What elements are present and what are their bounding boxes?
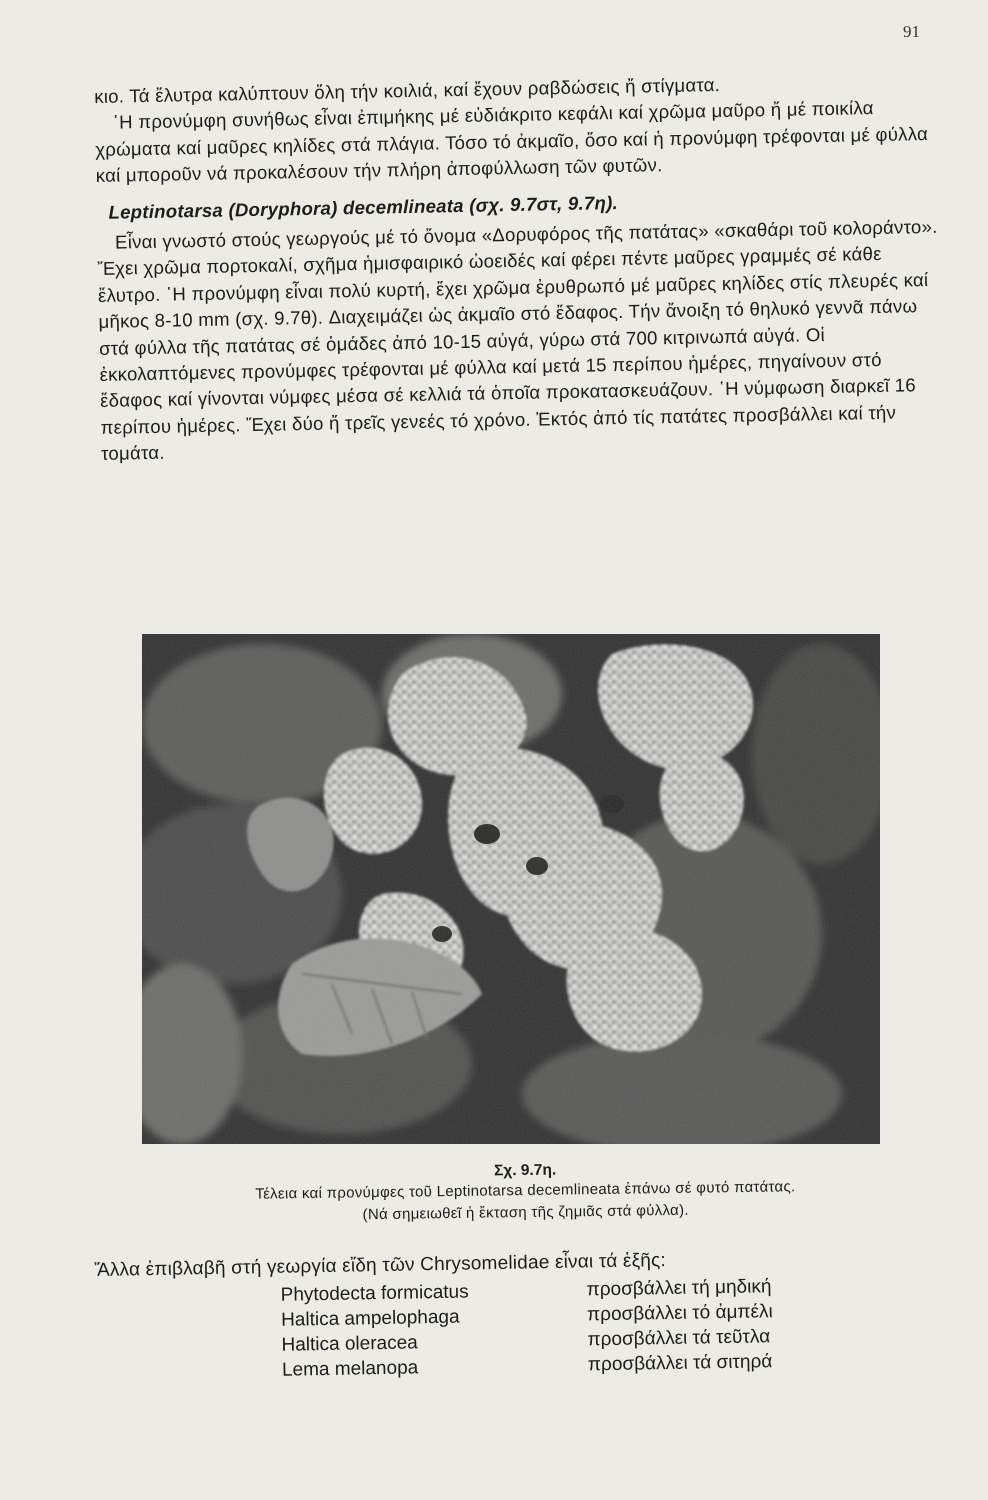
section-text <box>97 214 947 468</box>
species-section <box>94 1243 956 1386</box>
figure-caption <box>130 1156 921 1229</box>
body-text <box>94 68 947 468</box>
figure-photo <box>142 634 880 1144</box>
figure-caption-line-1: Τέλεια καί προνύμφες τοῦ Leptinotarsa decemlineata ἐπάνω σέ φυτό πατάτας. <box>255 1178 796 1203</box>
page-number: 91 <box>903 22 920 41</box>
species-effect: προσβάλλει τά σιτηρά <box>587 1351 773 1376</box>
species-effect: προσβάλλει τά τεῦτλα <box>587 1326 771 1351</box>
potato-plant-photo <box>142 634 880 1144</box>
species-name: Haltica ampelophaga <box>280 1306 460 1331</box>
species-name: Phytodecta formicatus <box>280 1281 469 1306</box>
paragraph-2 <box>95 94 942 189</box>
figure-label: Σχ. 9.7η. <box>493 1161 557 1180</box>
section-heading: Leptinotarsa (Doryphora) decemlineata (σχ. 9.7στ, 9.7η). <box>108 191 619 223</box>
paragraph-2-text: ῾Η προνύμφη συνήθως εἶναι ἐπιμήκης μέ εὐδιάκριτο κεφάλι καί χρῶμα μαῦρο ἤ μέ ποικίλα χρώματα καί μαῦρες κηλίδες στά πλάγια. Τόσο τό ἀκμαῖο, ὅσο καί ἡ προνύμφη τρέφονται μέ φύλλα καί μποροῦν νά προκαλέσουν τήν πλήρη ἀποφύλλωση τῶν φυτῶν. <box>95 97 929 187</box>
species-effect: προσβάλλει τή μηδική <box>586 1276 772 1301</box>
paragraph-1: κιο. Τά ἔλυτρα καλύπτουν ὅλη τήν κοιλιά, καί ἔχουν ραβδώσεις ἤ στίγματα. <box>94 73 721 107</box>
species-intro: Ἄλλα ἐπιβλαβῆ στή γεωργία εἴδη τῶν Chrysomelidae εἶναι τά ἑξῆς: <box>94 1250 667 1281</box>
species-table <box>280 1274 773 1383</box>
figure-caption-line-2: (Νά σημειωθεῖ ἡ ἔκταση τῆς ζημιᾶς στά φύλλα). <box>362 1201 689 1224</box>
species-effect: προσβάλλει τό ἀμπέλι <box>586 1301 773 1326</box>
species-name: Haltica oleracea <box>281 1332 418 1356</box>
section-text-body: Εἶναι γνωστό στούς γεωργούς μέ τό ὄνομα «Δορυφόρος τῆς πατάτας» «σκαθάρι τοῦ κολοράντο». Ἔχει χρῶμα πορτοκαλί, σχῆμα ἡμισφαιρικό ὠοειδές καί φέρει πέντε μαῦρες γραμμές σέ κάθε ἔλυτρο. ῾Η προνύμφη εἶναι πολύ κυρτή, ἔχει χρῶμα ἐρυθρωπό μέ μαῦρες κηλίδες στίς πλευρές καί μῆκος 8-10 mm (σχ. 9.7θ). Διαχειμάζει ὡς ἀκμαῖο στό ἔδαφος. Τήν ἄνοιξη τό θηλυκό γεννᾶ πάνω στά φύλλα τῆς πατάτας σέ ὁμάδες ἀπό 10-15 αὐγά, γύρω στά 700 κιτρινωπά αὐγά. Οἱ ἐκκολαπτόμενες προνύμφες τρέφονται μέ φύλλα καί μετά 15 περίπου ἡμέρες, πηγαίνουν στό ἔδαφος καί γίνονται νύμφες μέσα σέ κελλιά τά ὁποῖα προκατασκευάζουν. ῾Η νύμφωση διαρκεῖ 16 περίπου ἡμέρες. Ἔχει δύο ἤ τρεῖς γενεές τό χρόνο. Ἐκτός ἀπό τίς πατάτες προσβάλλει καί τήν τομάτα. <box>97 215 938 465</box>
species-name: Lema melanopa <box>281 1357 419 1381</box>
